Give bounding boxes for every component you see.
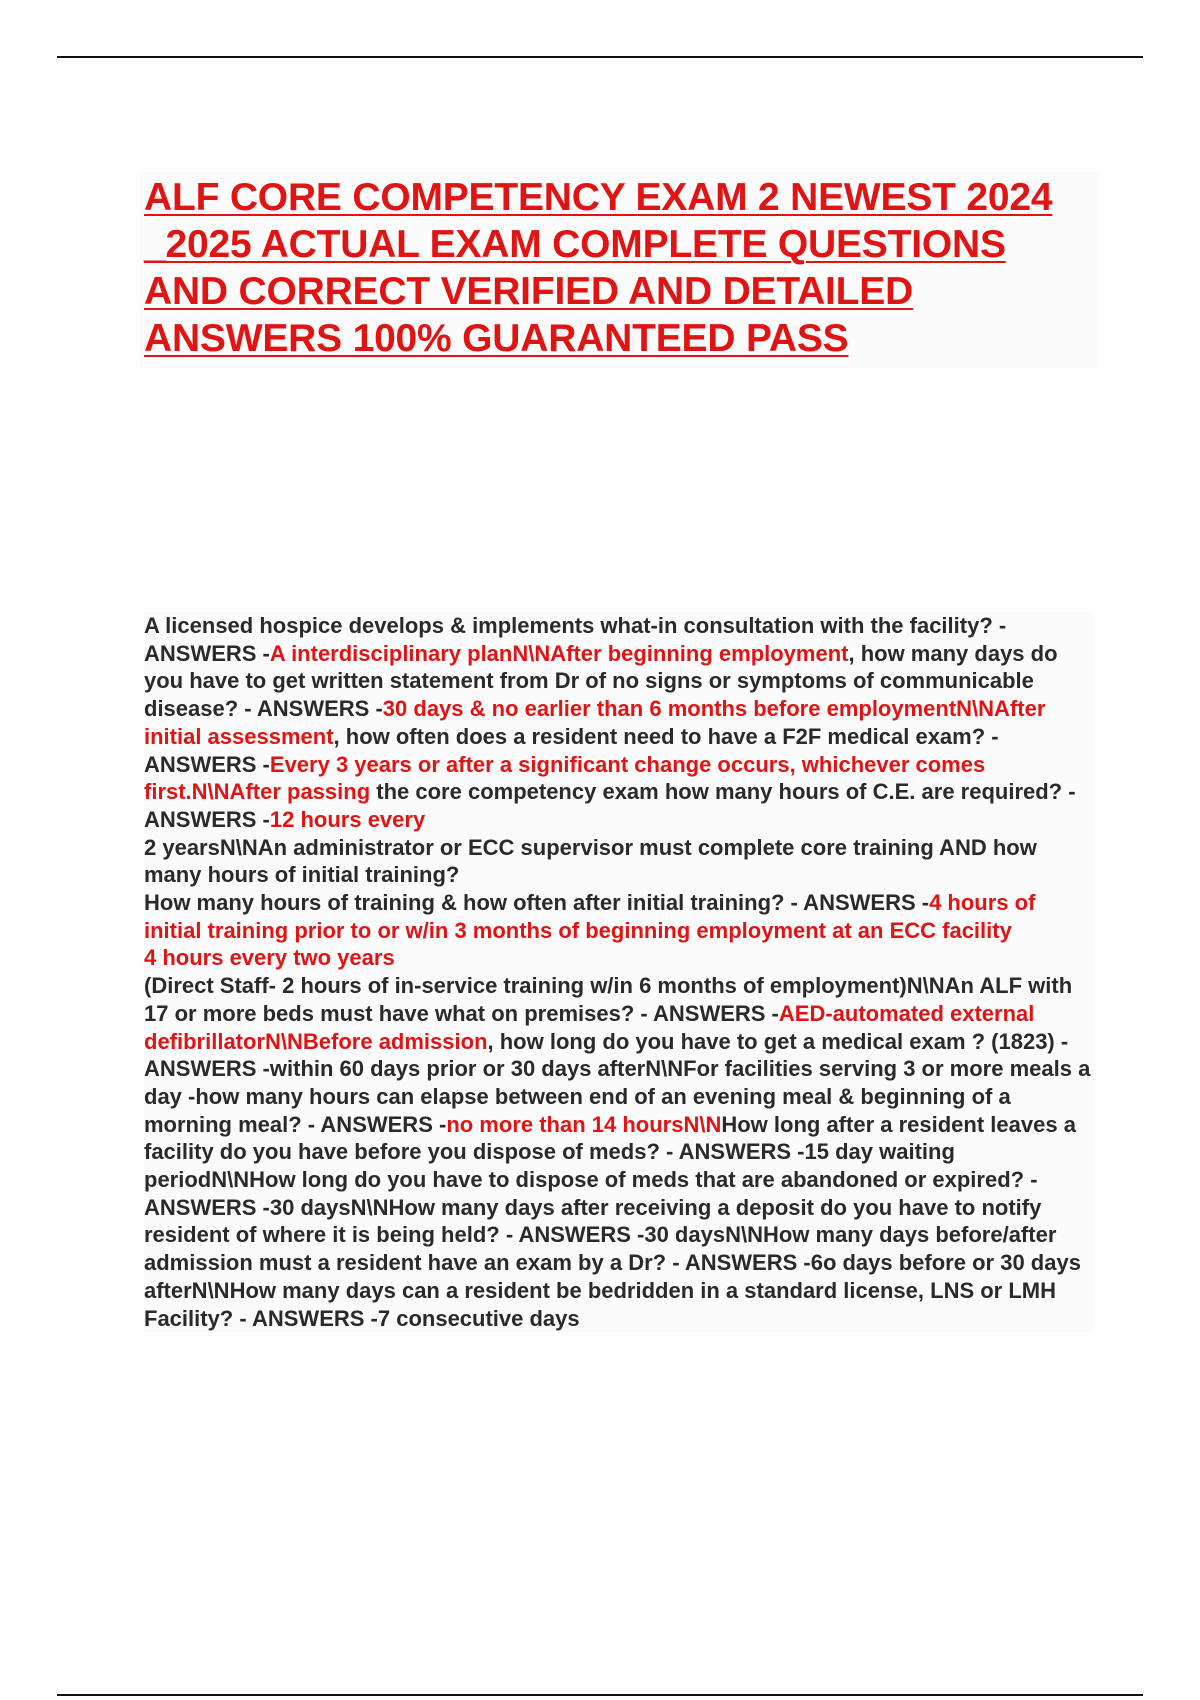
answer-text: AED-automated external defibrillatorN\NBefore admission — [144, 1000, 1035, 1054]
qa-paragraph-1 — [144, 612, 1094, 834]
answer-text: 4 hours of initial training prior to or w/in 3 months of beginning employment at an ECC facility — [144, 890, 1036, 943]
question-text: , how often does a resident need to have a F2F medical exam? - ANSWERS - — [144, 723, 999, 777]
top-divider — [57, 56, 1143, 58]
answer-text: 30 days & no earlier than 6 months before employmentN\NAfter initial assessment — [144, 696, 1046, 749]
qa-paragraph-4 — [144, 944, 1094, 972]
document-title: ALF CORE COMPETENCY EXAM 2 NEWEST 2024 _2025 ACTUAL EXAM COMPLETE QUESTIONS AND CORRECT VERIFIED AND DETAILED ANSWERS 100% GUARANTEED PASS — [144, 176, 1053, 360]
qa-content — [144, 612, 1094, 1332]
question-text: the core competency exam how many hours of C.E. are required? - ANSWERS - — [144, 779, 1076, 832]
question-text: How long after a resident leaves a facility do you have before you dispose of meds? - ANSWERS -15 day waiting periodN\NHow long do you have to dispose of meds that are abandoned or expired? - ANSWERS -30 daysN\NHow many days after receiving a deposit do you have to notify resident of where it is being held? - ANSWERS -30 daysN\NHow many days before/after admission must a resident have an exam by a Dr? - ANSWERS -6o days before or 30 days afterN\NHow many days can a resident be bedridden in a standard license, LNS or LMH Facility? - ANSWERS -7 consecutive days — [144, 1111, 1081, 1331]
question-text: A licensed hospice develops & implements what-in consultation with the facility? - ANSWERS - — [144, 613, 1007, 666]
answer-text: Every 3 years or after a significant change occurs, whichever comes first.N\NAfter passing — [144, 751, 986, 805]
question-text: 2 yearsN\NAn administrator or ECC supervisor must complete core training AND how many hours of initial training? — [144, 834, 1037, 888]
answer-text: A interdisciplinary planN\NAfter beginning employment — [269, 640, 849, 666]
answer-text: no more than 14 hoursN\N — [446, 1111, 722, 1137]
question-text: , how long do you have to get a medical exam ? (1823) - ANSWERS -within 60 days prior or 30 days afterN\NFor facilities serving 3 or more meals a day -how many hours can elapse between end of an evening meal & beginning of a morning meal? - ANSWERS - — [144, 1028, 1091, 1137]
answer-text: 12 hours every — [269, 806, 426, 832]
question-text: How many hours of training & how often after initial training? - ANSWERS - — [144, 890, 930, 916]
qa-paragraph-3 — [144, 889, 1094, 944]
question-text: (Direct Staff- 2 hours of in-service training w/in 6 months of employment)N\NAn ALF with 17 or more beds must have what on premises? - ANSWERS - — [144, 973, 1073, 1026]
question-text: , how many days do you have to get written statement from Dr of no signs or symptoms of communicable disease? - ANSWERS - — [144, 640, 1058, 722]
qa-paragraph-5 — [144, 972, 1094, 1332]
answer-text: 4 hours every two years — [144, 945, 395, 971]
bottom-divider — [57, 1694, 1143, 1696]
title-block — [140, 172, 1098, 368]
qa-paragraph-2 — [144, 834, 1094, 889]
